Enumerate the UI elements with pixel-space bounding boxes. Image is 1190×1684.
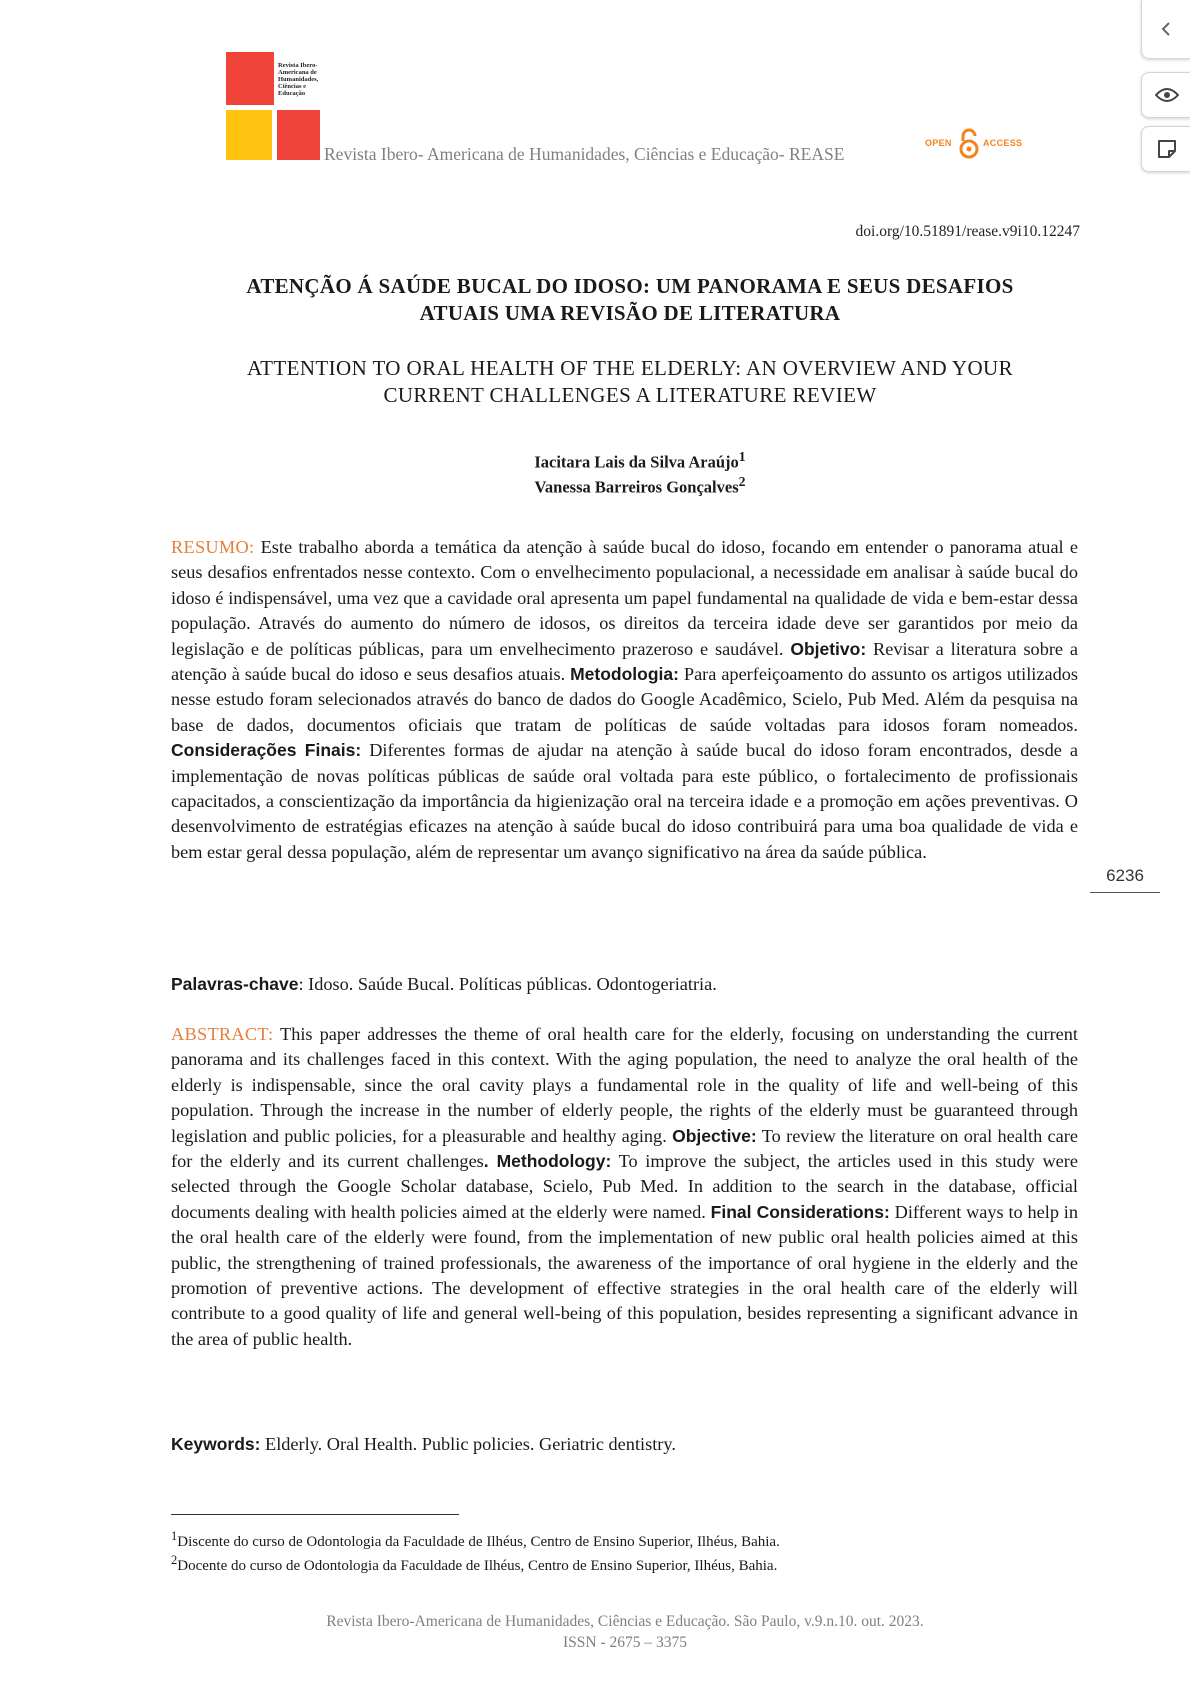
note-button[interactable]	[1141, 126, 1190, 172]
footnote-2: $^2$Docente do curso de Odontologia da Faculdade de Ilhéus, Centro de Ensino Superior, Ilhéus, Bahia.	[171, 1553, 778, 1574]
eye-icon	[1155, 87, 1179, 103]
footer-issn: ISSN - 2675 – 3375	[562, 1634, 687, 1651]
logo-yellow-square	[226, 110, 272, 160]
resumo-paragraph: RESUMO: Este trabalho aborda a temática da atenção à saúde bucal do idoso, focando em entender o panorama atual e seus desafios enfrentados nesse contexto. Com o envelhecimento populacional, a necessidade em analisar à saúde bucal do idoso é indispensável, uma vez que a cavidade oral apresenta um papel fundamental na qualidade de vida e bem-estar dessa população. Através do aumento do número de idosos, os direitos da terceira idade deve ser garantidos por meio da legislação e de políticas públicas, para um envelhecimento prazeroso e saudável. Objetivo: Revisar a literatura sobre a atenção à saúde bucal do idoso e seus desafios atuais. Metodologia: Para aperfeiçoamento do assunto os artigos utilizados nesse estudo foram selecionados através do banco de dados do Google Acadêmico, Scielo, Pub Med. Além da pesquisa na base de dados, documentos oficiais que tratam de políticas de saúde voltadas para idosos foram nomeados. Considerações Finais: Diferentes formas de ajudar na atenção à saúde bucal do idoso foram encontrados, desde a implementação de novas políticas públicas de saúde oral voltada para este público, o fortalecimento de profissionais capacitados, a conscientização da importância da higienização oral na terceira idade e a promoção em ações preventivas. O desenvolvimento de estratégias eficazes na atenção à saúde bucal do idoso contribuirá para uma boa qualidade de vida e bem estar geral dessa população, além de representar um avanço significativo na área da saúde pública.	[171, 537, 1078, 862]
logo-red-square	[226, 52, 274, 105]
logo-text: Revista Ibero- Americana de Humanidades, Ciências e Educação	[278, 62, 319, 97]
footer-journal: Revista Ibero-Americana de Humanidades, Ciências e Educação. São Paulo, v.9.n.10. out. 2023.	[326, 1613, 924, 1630]
sticky-note-icon	[1156, 138, 1178, 160]
title-english: ATTENTION TO ORAL HEALTH OF THE ELDERLY: AN OVERVIEW AND YOUR CURRENT CHALLENGES A LITERATURE REVIEW	[246, 356, 1014, 407]
doi: doi.org/10.51891/rease.v9i10.12247	[855, 223, 1080, 240]
open-access-lock-icon	[956, 128, 982, 160]
author-1: Iacitara Lais da Silva Araújo$^1$	[534, 449, 746, 472]
abstract-paragraph: ABSTRACT: This paper addresses the theme of oral health care for the elderly, focusing on understanding the current panorama and its challenges faced in this context. With the aging population, the need to analyze the oral health of the elderly is indispensable, since the oral cavity plays a fundamental role in the quality of life and well-being of this population. Through the increase in the number of elderly people, the rights of the elderly must be guaranteed through legislation and public policies, for a pleasurable and healthy aging. Objective: To review the literature on oral health care for the elderly and its current challenges. Methodology: To improve the subject, the articles used in this study were selected through the Google Scholar database, Scielo, Pub Med. In addition to the search in the database, official documents dealing with health policies aimed at the elderly were named. Final Considerations: Different ways to help in the oral health care of the elderly were found, from the implementation of new public oral health policies aimed at this public, the strengthening of trained professionals, the awareness of the importance of oral hygiene in the elderly and the promotion of preventive actions. The development of effective strategies in the oral health care of the elderly will contribute to a good quality of life and general well-being of this population, besides representing a significant advance in the area of public health.	[171, 1024, 1078, 1349]
footnote-rule	[171, 1514, 459, 1515]
page-number: 6236	[1090, 866, 1160, 893]
keywords: Keywords: Elderly. Oral Health. Public policies. Geriatric dentistry.	[171, 1434, 676, 1454]
view-button[interactable]	[1141, 72, 1190, 118]
footnote-1: $^1$Discente do curso de Odontologia da Faculdade de Ilhéus, Centro de Ensino Superior, Ilhéus, Bahia.	[171, 1529, 780, 1550]
title-portuguese: ATENÇÃO Á SAÚDE BUCAL DO IDOSO: UM PANORAMA E SEUS DESAFIOS ATUAIS UMA REVISÃO DE LITERATURA	[246, 274, 1014, 325]
journal-header: Revista Ibero- Americana de Humanidades, Ciências e Educação- REASE	[324, 144, 845, 164]
author-2: Vanessa Barreiros Gonçalves$^2$	[534, 474, 746, 497]
collapse-panel-button[interactable]	[1141, 0, 1190, 59]
chevron-left-icon	[1160, 21, 1174, 37]
logo-red-square-small	[277, 110, 320, 160]
palavras-chave: Palavras-chave: Idoso. Saúde Bucal. Políticas públicas. Odontogeriatria.	[171, 974, 717, 994]
